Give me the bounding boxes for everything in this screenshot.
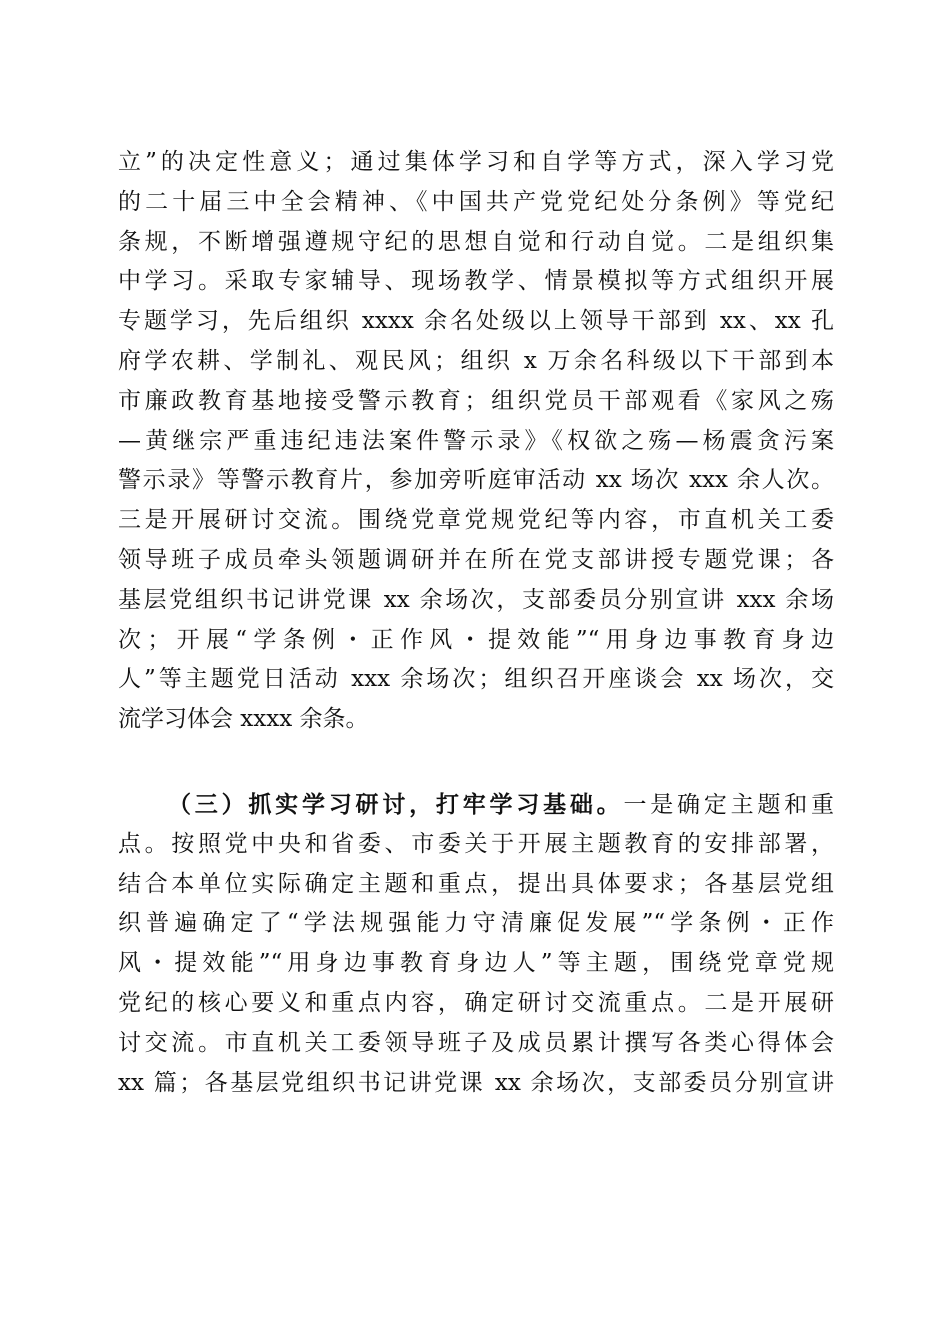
text-line: —黄继宗严重违纪违法案件警示录》《权欲之殇—杨震贪污案 <box>118 427 834 454</box>
text-line: 流学习体会 xxxx 余条。 <box>118 706 369 733</box>
text-line: 党纪的核心要义和重点内容，确定研讨交流重点。二是开展研 <box>118 989 834 1016</box>
text-line: 人”等主题党日活动 xxx 余场次；组织召开座谈会 xx 场次，交 <box>118 666 834 693</box>
text-line: 基层党组织书记讲党课 xx 余场次，支部委员分别宣讲 xxx 余场 <box>118 586 834 613</box>
text-line: 的二十届三中全会精神、《中国共产党党纪处分条例》等党纪 <box>118 188 834 215</box>
text-line: 专题学习，先后组织 xxxx 余名处级以上领导干部到 xx、xx 孔 <box>118 308 834 335</box>
text-line: 讨交流。市直机关工委领导班子及成员累计撰写各类心得体会 <box>118 1029 834 1056</box>
text-line: 结合本单位实际确定主题和重点，提出具体要求；各基层党组 <box>118 870 834 897</box>
text-line: 织普遍确定了“学法规强能力守清廉促发展”“学条例・正作 <box>118 910 834 937</box>
text-line: 风・提效能”“用身边事教育身边人”等主题，围绕党章党规 <box>118 950 834 977</box>
text-line: 立”的决定性意义；通过集体学习和自学等方式，深入学习党 <box>118 149 834 175</box>
text-line: 警示录》等警示教育片，参加旁听庭审活动 xx 场次 xxx 余人次。 <box>118 467 834 494</box>
text-line: 三是开展研讨交流。围绕党章党规党纪等内容，市直机关工委 <box>118 507 834 534</box>
text-line: xx 篇；各基层党组织书记讲党课 xx 余场次，支部委员分别宣讲 <box>118 1069 834 1096</box>
text-line: 次；开展“学条例・正作风・提效能”“用身边事教育身边 <box>118 626 834 653</box>
text-line: 中学习。采取专家辅导、现场教学、情景模拟等方式组织开展 <box>118 268 834 295</box>
section-heading: （三）抓实学习研讨，打牢学习基础。 <box>168 791 624 818</box>
text-line: 领导班子成员牵头领题调研并在所在党支部讲授专题党课；各 <box>118 546 834 573</box>
paragraph-study-discussion <box>118 785 834 1103</box>
text-line: 点。按照党中央和省委、市委关于开展主题教育的安排部署， <box>118 830 834 857</box>
text-line: 市廉政教育基地接受警示教育；组织党员干部观看《家风之殇 <box>118 387 834 414</box>
text-line <box>118 785 834 825</box>
text-line: 条规，不断增强遵规守纪的思想自觉和行动自觉。二是组织集 <box>118 228 834 255</box>
text-run: 一是确定主题和重 <box>623 792 834 818</box>
paragraph-study-methods <box>118 143 834 740</box>
text-line: 府学农耕、学制礼、观民风；组织 x 万余名科级以下干部到本 <box>118 347 834 374</box>
